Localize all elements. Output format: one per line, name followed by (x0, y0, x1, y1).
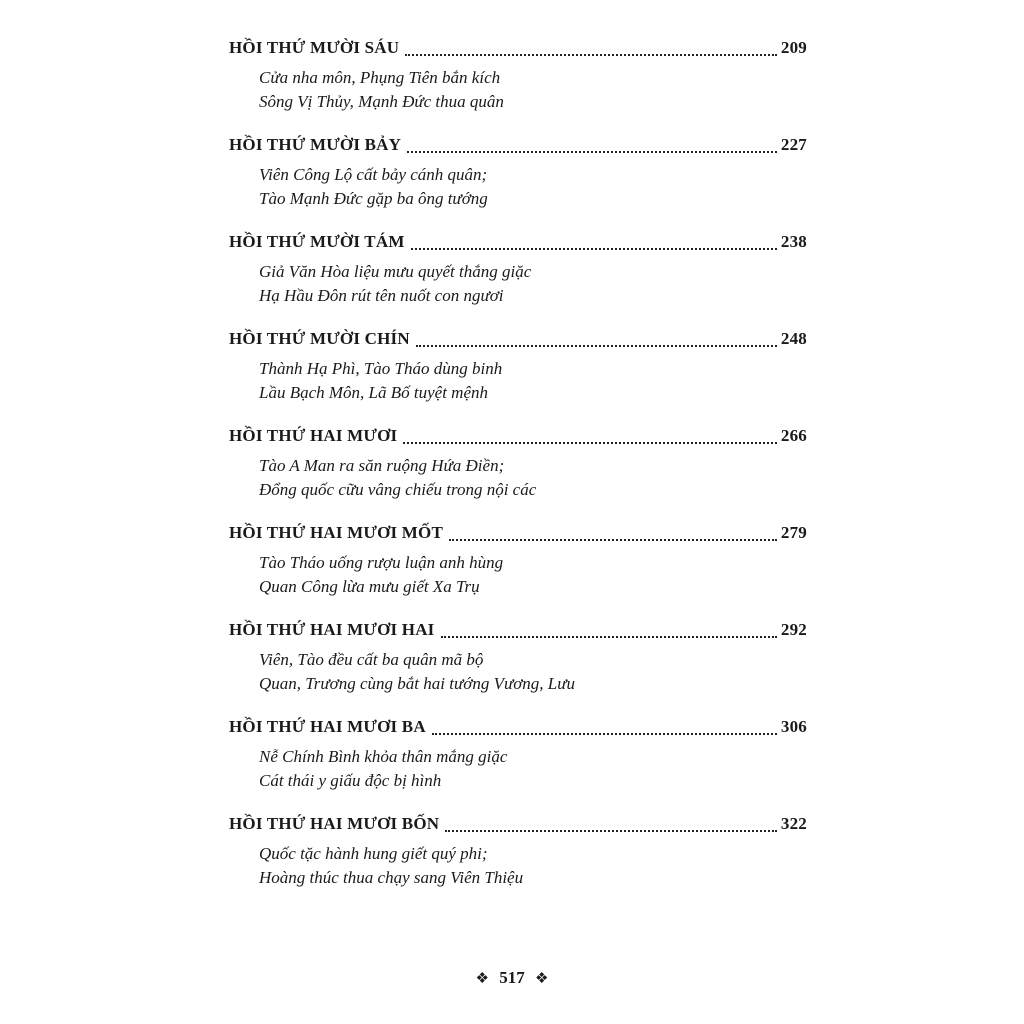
chapter-heading-row (229, 232, 807, 260)
chapter-heading-row (229, 620, 807, 648)
toc-entry (229, 523, 807, 620)
dot-leader (416, 345, 777, 347)
page-footer (0, 968, 1024, 988)
dot-leader (411, 248, 777, 250)
chapter-heading-row (229, 135, 807, 163)
chapter-heading-row (229, 814, 807, 842)
dot-leader (449, 539, 777, 541)
dot-leader (432, 733, 777, 735)
chapter-subtitle-line: Cửa nha môn, Phụng Tiên bắn kích (259, 68, 501, 87)
toc-entry (229, 232, 807, 329)
chapter-heading-row (229, 329, 807, 357)
dot-leader (405, 54, 777, 56)
chapter-page-number: 248 (780, 329, 807, 348)
toc-entry (229, 38, 807, 135)
chapter-title: HỒI THỨ MƯỜI SÁU (229, 38, 400, 57)
chapter-subtitle-line: Tào A Man ra săn ruộng Hứa Điền; (259, 456, 505, 475)
dot-leader (441, 636, 777, 638)
dot-leader (445, 830, 777, 832)
chapter-subtitle-line: Viên Công Lộ cất bảy cánh quân; (259, 165, 488, 184)
chapter-subtitle-line: Nễ Chính Bình khỏa thân mắng giặc (259, 747, 508, 766)
chapter-title: HỒI THỨ HAI MƯƠI MỐT (229, 523, 443, 542)
chapter-page-number: 209 (780, 38, 807, 57)
chapter-subtitle-line: Quan, Trương cùng bắt hai tướng Vương, Lưu (259, 674, 576, 693)
page-number: 517 (499, 968, 525, 987)
chapter-subtitle-line: Đổng quốc cữu vâng chiếu trong nội các (259, 480, 537, 499)
chapter-title: HỒI THỨ MƯỜI CHÍN (229, 329, 410, 348)
toc-entry (229, 717, 807, 814)
chapter-subtitle-line: Quan Công lừa mưu giết Xa Trụ (259, 577, 480, 596)
toc-entry (229, 329, 807, 426)
chapter-page-number: 306 (780, 717, 807, 736)
chapter-title: HỒI THỨ MƯỜI BẢY (229, 135, 402, 154)
chapter-title: HỒI THỨ HAI MƯƠI HAI (229, 620, 435, 639)
chapter-subtitle-line: Cát thái y giấu độc bị hình (259, 771, 442, 790)
toc-entry (229, 426, 807, 523)
chapter-heading-row (229, 426, 807, 454)
ornament-left-icon: ❖ (475, 971, 489, 987)
chapter-page-number: 292 (780, 620, 807, 639)
toc-entry (229, 814, 807, 911)
chapter-page-number: 266 (780, 426, 807, 445)
chapter-page-number: 322 (780, 814, 807, 833)
chapter-subtitle-line: Quốc tặc hành hung giết quý phi; (259, 844, 488, 863)
toc-entry (229, 620, 807, 717)
chapter-subtitle-line: Giả Văn Hòa liệu mưu quyết thắng giặc (259, 262, 532, 281)
chapter-heading-row (229, 717, 807, 745)
ornament-right-icon: ❖ (535, 971, 549, 987)
chapter-subtitle-line: Tào Tháo uống rượu luận anh hùng (259, 553, 504, 572)
chapter-subtitle-line: Lầu Bạch Môn, Lã Bố tuyệt mệnh (259, 383, 488, 402)
chapter-title: HỒI THỨ HAI MƯƠI BA (229, 717, 426, 736)
chapter-title: HỒI THỨ HAI MƯƠI (229, 426, 398, 445)
chapter-page-number: 227 (780, 135, 807, 154)
dot-leader (407, 151, 777, 153)
chapter-subtitle-line: Viên, Tào đều cất ba quân mã bộ (259, 650, 484, 669)
chapter-page-number: 238 (780, 232, 807, 251)
chapter-heading-row (229, 523, 807, 551)
chapter-subtitle-line: Tào Mạnh Đức gặp ba ông tướng (259, 189, 488, 208)
table-of-contents (229, 38, 807, 911)
chapter-heading-row (229, 38, 807, 66)
chapter-subtitle-line: Thành Hạ Phì, Tào Tháo dùng binh (259, 359, 503, 378)
chapter-subtitle-line: Sông Vị Thủy, Mạnh Đức thua quân (259, 92, 504, 111)
chapter-subtitle-line: Hoàng thúc thua chạy sang Viên Thiệu (259, 868, 524, 887)
toc-entry (229, 135, 807, 232)
chapter-title: HỒI THỨ MƯỜI TÁM (229, 232, 405, 251)
chapter-title: HỒI THỨ HAI MƯƠI BỐN (229, 814, 440, 833)
chapter-subtitle-line: Hạ Hầu Đôn rút tên nuốt con ngươi (259, 286, 504, 305)
dot-leader (403, 442, 777, 444)
chapter-page-number: 279 (780, 523, 807, 542)
